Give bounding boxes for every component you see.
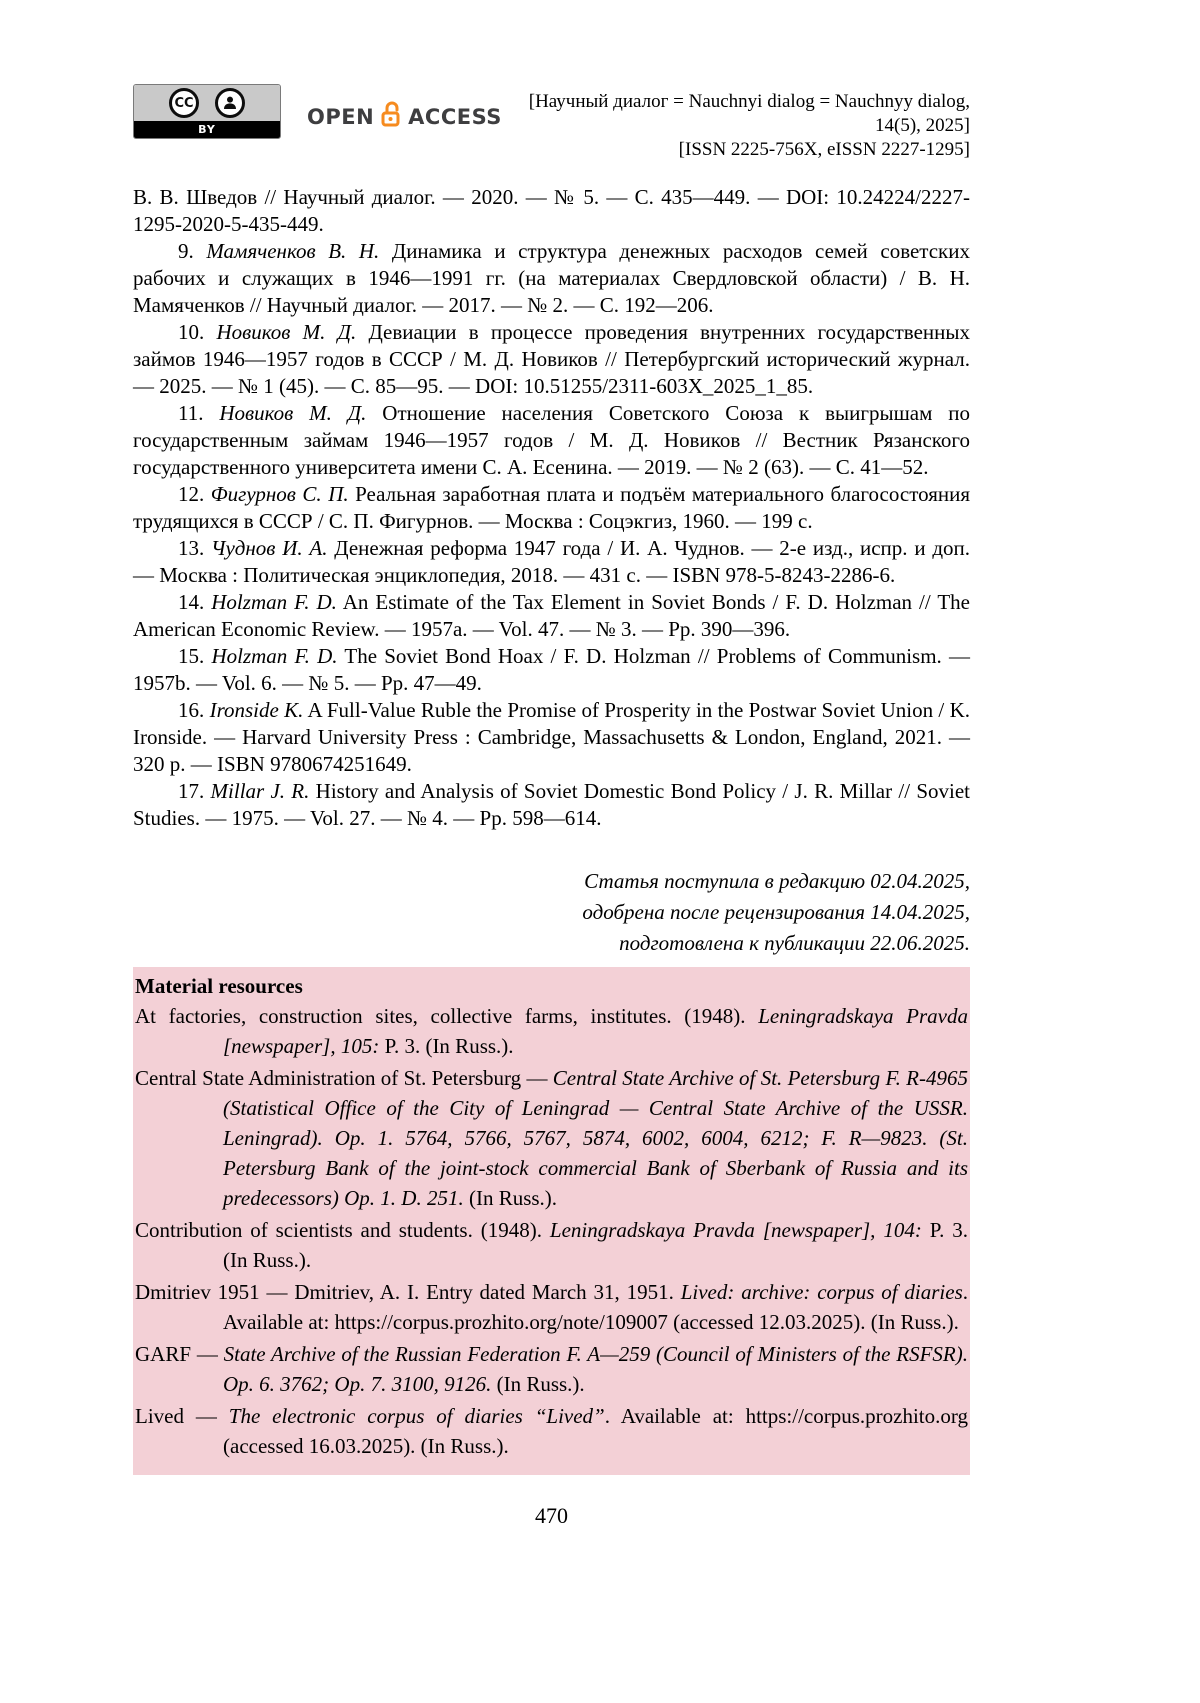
text-segment: Lived: archive: corpus of diaries xyxy=(680,1280,963,1304)
open-access-label-open: OPEN xyxy=(307,104,375,129)
text-segment: The electronic corpus of diaries “Lived” xyxy=(228,1404,605,1428)
text-segment: Central State Archive of St. Petersburg F. R-4965 (Statistical Office of the City of Leningrad — Central State Archive of the USSR. Leningrad). Op. 1. 5764, 5766, 5767, 5874, 6002, 6004, 6212; F. R—9823. (St. Petersburg Bank of the joint-stock commercial Bank of Sberbank of Russia and its predecessors) Op. 1. D. 251. xyxy=(223,1066,968,1210)
text-segment: 9. xyxy=(178,239,207,263)
text-segment: Millar J. R. xyxy=(210,779,310,803)
text-segment: P. 3. (In Russ.). xyxy=(379,1034,514,1058)
text-segment: 16. xyxy=(178,698,210,722)
content-column xyxy=(133,0,970,1529)
reference-entry xyxy=(133,778,970,832)
material-resource-entry xyxy=(135,1001,968,1061)
material-resource-entry xyxy=(135,1215,968,1275)
text-segment: Реальная заработная плата и подъём материального благосостояния трудящихся в СССР / С. П. Фигурнов. — Москва : Соцэкгиз, 1960. — 199 с. xyxy=(133,482,971,533)
material-resources-section xyxy=(133,967,970,1475)
url-text[interactable]: https://corpus.prozhito.org xyxy=(745,1404,969,1428)
text-segment: 13. xyxy=(178,536,212,560)
person-icon xyxy=(215,88,245,118)
material-resource-entry xyxy=(135,1401,968,1461)
text-segment: (In Russ.). xyxy=(491,1372,585,1396)
page-number: 470 xyxy=(535,1503,568,1528)
cc-by-label: BY xyxy=(134,121,280,138)
material-resource-entry xyxy=(135,1277,968,1337)
text-segment: P. 3. (In Russ.). xyxy=(223,1218,968,1272)
text-segment: 12. xyxy=(178,482,211,506)
text-segment: Holzman F. D. xyxy=(211,590,337,614)
text-segment: A Full-Value Ruble the Promise of Prosperity in the Postwar Soviet Union / K. Ironside. — Harvard University Press : Cambridge, Massachusetts & London, England, 2021. — 320 p. — ISBN 9780674251649. xyxy=(133,698,970,776)
text-segment: Dmitriev 1951 — Dmitriev, A. I. Entry dated March 31, 1951. xyxy=(135,1280,681,1304)
text-segment: 17. xyxy=(178,779,211,803)
text-segment: GARF — xyxy=(135,1342,224,1366)
text-segment: Новиков М. Д. xyxy=(216,320,357,344)
journal-header-text xyxy=(502,84,970,162)
text-segment: . Available at: xyxy=(604,1404,746,1428)
page-header xyxy=(133,0,970,162)
text-segment: Leningradskaya Pravda [newspaper], 105: xyxy=(223,1004,968,1058)
reference-entry xyxy=(133,535,970,589)
text-segment: An Estimate of the Tax Element in Soviet Bonds / F. D. Holzman // The American Economic Review. — 1957a. — Vol. 47. — № 3. — Pp. 390—396. xyxy=(133,590,971,641)
reference-entry xyxy=(133,697,970,778)
open-access-logo xyxy=(307,100,502,133)
submission-dates xyxy=(133,866,970,959)
journal-citation-line: [Научный диалог = Nauchnyi dialog = Nauchnyy dialog, 14(5), 2025] xyxy=(528,91,970,136)
text-segment: В. В. Шведов // Научный диалог. — 2020. — № 5. — С. 435—449. — DOI: 10.24224/2227-1295-2020-5-435-449. xyxy=(133,185,970,236)
reference-entry xyxy=(133,319,970,400)
reference-entry xyxy=(133,589,970,643)
cc-by-badge xyxy=(133,84,281,139)
material-resources-list xyxy=(135,1001,968,1461)
text-segment: Мамяченков В. Н. xyxy=(206,239,380,263)
reference-entry xyxy=(133,481,970,535)
text-segment: At factories, construction sites, collective farms, institutes. (1948). xyxy=(135,1004,759,1028)
open-access-label-access: ACCESS xyxy=(408,104,502,129)
text-segment: Девиации в процессе проведения внутренних государственных займов 1946—1957 годов в СССР / М. Д. Новиков // Петербургский исторический журнал. — 2025. — № 1 (45). — С. 85—95. — DOI: 10.51255/2311-603X_2025_1_85. xyxy=(133,320,971,398)
references-list xyxy=(133,184,970,832)
material-resource-entry xyxy=(135,1339,968,1399)
issn-line: [ISSN 2225-756X, eISSN 2227-1295] xyxy=(678,139,970,160)
text-segment: Contribution of scientists and students. (1948). xyxy=(135,1218,550,1242)
text-segment: Отношение населения Советского Союза к выигрышам по государственным займам 1946—1957 годов / М. Д. Новиков // Вестник Рязанского государственного университета имени С. А. Есенина. — 2019. — № 2 (63). — С. 41—52. xyxy=(133,401,970,479)
text-segment: Денежная реформа 1947 года / И. А. Чуднов. — 2-е изд., испр. и доп. — Москва : Политическая энциклопедия, 2018. — 431 с. — ISBN 978-5-8243-2286-6. xyxy=(133,536,971,587)
license-badges xyxy=(133,84,502,139)
text-segment: Holzman F. D. xyxy=(211,644,338,668)
text-segment: 10. xyxy=(178,320,217,344)
text-segment: Новиков М. Д. xyxy=(219,401,367,425)
text-segment: (In Russ.). xyxy=(463,1186,558,1210)
text-segment: The Soviet Bond Hoax / F. D. Holzman // Problems of Communism. — 1957b. — Vol. 6. — № 5. — Pp. 47—49. xyxy=(133,644,971,695)
material-resources-title: Material resources xyxy=(135,974,303,998)
text-segment: 14. xyxy=(178,590,212,614)
submission-note-line: одобрена после рецензирования 14.04.2025, xyxy=(582,900,970,924)
text-segment: Чуднов И. А. xyxy=(211,536,328,560)
material-resource-entry xyxy=(135,1063,968,1213)
submission-note-line: Статья поступила в редакцию 02.04.2025, xyxy=(584,869,970,893)
text-segment: Динамика и структура денежных расходов семей советских рабочих и служащих в 1946—1991 гг. (на материалах Свердловской области) / В. Н. Мамяченков // Научный диалог. — 2017. — № 2. — С. 192—206. xyxy=(133,239,971,317)
text-segment: . Available at: xyxy=(223,1280,968,1334)
text-segment: Ironside K. xyxy=(209,698,304,722)
cc-icon: CC xyxy=(169,88,199,118)
text-segment: Lived — xyxy=(135,1404,229,1428)
reference-entry xyxy=(133,238,970,319)
reference-entry xyxy=(133,400,970,481)
text-segment: Leningradskaya Pravda [newspaper], 104: xyxy=(549,1218,922,1242)
text-segment: 15. xyxy=(178,644,212,668)
url-text[interactable]: https://corpus.prozhito.org/note/109007 xyxy=(334,1310,668,1334)
page-footer xyxy=(133,1503,970,1529)
text-segment: Фигурнов С. П. xyxy=(210,482,349,506)
submission-note-line: подготовлена к публикации 22.06.2025. xyxy=(619,931,970,955)
text-segment: (accessed 16.03.2025). (In Russ.). xyxy=(223,1434,509,1458)
text-segment: State Archive of the Russian Federation F. A—259 (Council of Ministers of the RSFSR). Op. 6. 3762; Op. 7. 3100, 9126. xyxy=(223,1342,968,1396)
text-segment: Central State Administration of St. Petersburg — xyxy=(135,1066,553,1090)
reference-entry xyxy=(133,184,970,238)
text-segment: History and Analysis of Soviet Domestic Bond Policy / J. R. Millar // Soviet Studies. — 1975. — Vol. 27. — № 4. — Pp. 598—614. xyxy=(133,779,970,830)
reference-entry xyxy=(133,643,970,697)
text-segment: 11. xyxy=(178,401,220,425)
text-segment: (accessed 12.03.2025). (In Russ.). xyxy=(667,1310,959,1334)
cc-badge-icons xyxy=(134,85,280,121)
open-lock-icon xyxy=(379,100,403,133)
